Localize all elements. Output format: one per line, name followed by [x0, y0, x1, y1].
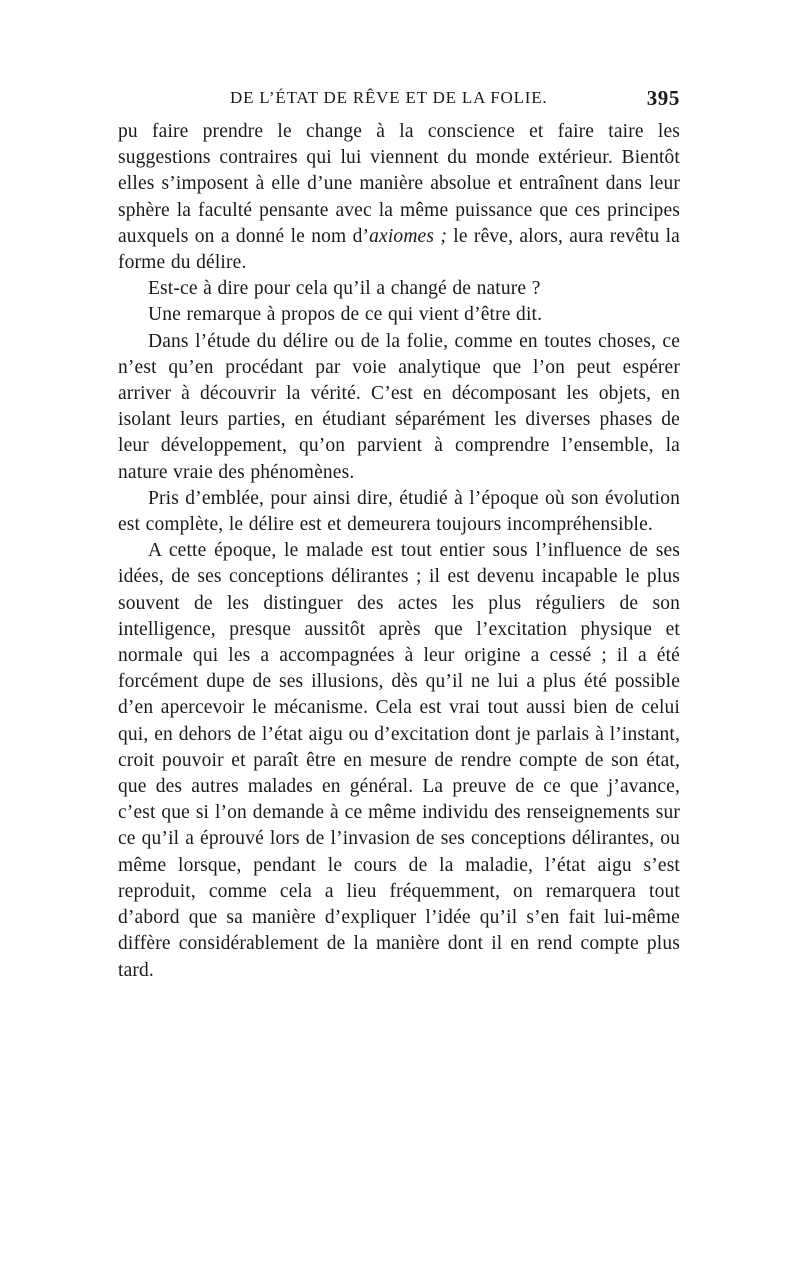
running-head: [118, 88, 680, 114]
italic-term: axiomes ;: [369, 225, 448, 247]
paragraph: Est-ce à dire pour cela qu’il a changé de nature ?: [148, 278, 541, 300]
paragraph: Pris d’emblée, pour ainsi dire, étudié à l’époque où son évolution est complète, le délire est et demeurera toujours incompréhensible.: [118, 487, 680, 536]
paragraph: Dans l’étude du délire ou de la folie, comme en toutes choses, ce n’est qu’en procédant par voie analytique que l’on peut espérer arriver à découvrir la vérité. C’est en décomposant les objets, en isolant leurs parties, en étudiant séparément les diverses phases de leur développement, qu’on parvient à comprendre l’ensemble, la nature vraie des phénomènes.: [118, 330, 680, 483]
paragraph: A cette époque, le malade est tout entier sous l’influence de ses idées, de ses conceptions délirantes ; il est devenu incapable le plus souvent de les distinguer des actes les plus réguliers de son intelligence, presque aussitôt après que l’excitation physique et normale qui les a accompagnées à leur origine a cessé ; il a été forcément dupe de ses illusions, dès qu’il ne lui a plus été possible d’en apercevoir le mécanisme. Cela est vrai tout aussi bien de celui qui, en dehors de l’état aigu ou d’excitation dont je parlais à l’instant, croit pouvoir et paraît être en mesure de rendre compte de son état, que des autres malades en général. La preuve de ce que j’avance, c’est que si l’on demande à ce même individu des renseignements sur ce qu’il a éprouvé lors de l’invasion de ses conceptions délirantes, ou même lorsque, pendant le cours de la maladie, l’état aigu s’est reproduit, comme cela a lieu fréquemment, on remarquera tout d’abord que sa manière d’expliquer l’idée qu’il s’en fait lui-même diffère considérablement de la manière dont il en rend compte plus tard.: [118, 540, 680, 981]
paragraph: Une remarque à propos de ce qui vient d’être dit.: [148, 304, 543, 326]
body-text: [118, 119, 680, 984]
running-title: DE L’ÉTAT DE RÊVE ET DE LA FOLIE.: [230, 88, 548, 107]
page-number: 395: [646, 86, 680, 110]
book-page: [118, 88, 680, 984]
paragraph-continuation: [118, 119, 680, 276]
paragraph-text: le rêve, alors, aura revêtu la forme du délire.: [118, 225, 680, 274]
paragraph-text: pu faire prendre le change à la conscience et faire taire les suggestions contraires qui lui viennent du monde extérieur. Bientôt elles s’imposent à elle d’une manière absolue et entraînent dans leur sphère la faculté pensante avec la même puissance que ces principes auxquels on a donné le nom d’: [118, 121, 680, 247]
